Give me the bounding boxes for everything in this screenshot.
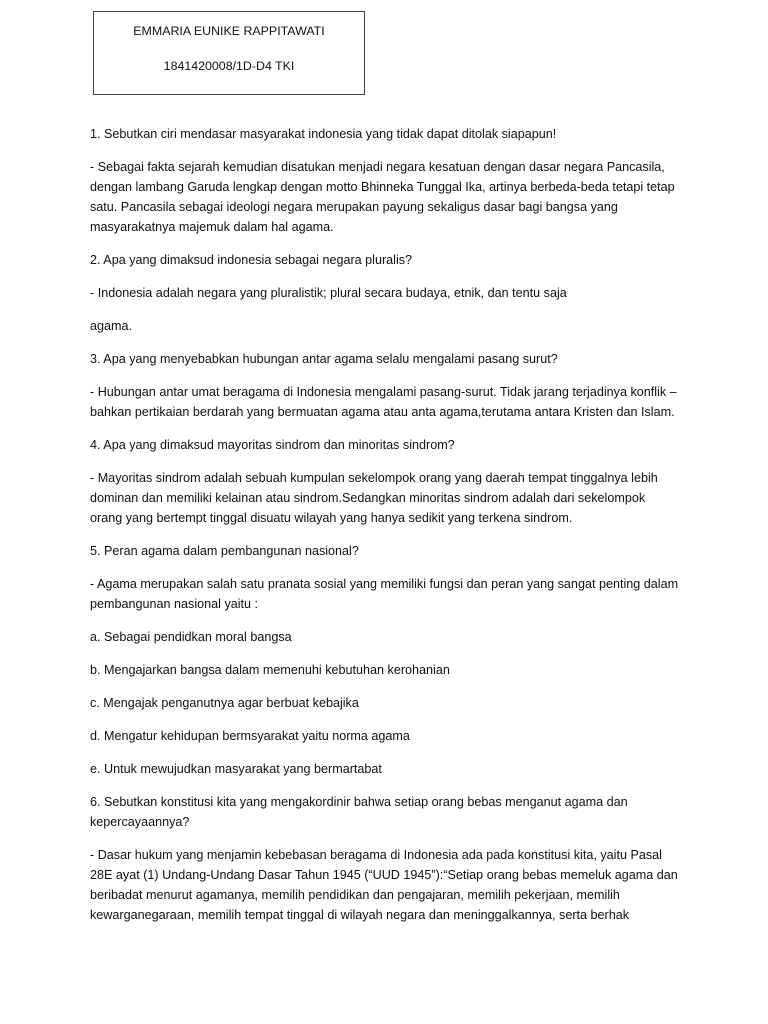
question-3: 3. Apa yang menyebabkan hubungan antar agama selalu mengalami pasang surut? (90, 352, 558, 366)
question-6: 6. Sebutkan konstitusi kita yang mengakordinir bahwa setiap orang bebas menganut agama dan kepercayaannya? (90, 795, 628, 829)
question-2: 2. Apa yang dimaksud indonesia sebagai negara pluralis? (90, 253, 413, 267)
answer-3: - Hubungan antar umat beragama di Indonesia mengalami pasang-surut. Tidak jarang terjadinya konflik – bahkan pertikaian berdarah yang bermuatan agama atau anta agama,terutama antara Kristen dan Islam. (90, 385, 677, 419)
answer-5-item-c: c. Mengajak penganutnya agar berbuat kebajika (90, 696, 359, 710)
answer-2-line-1: - Indonesia adalah negara yang pluralistik; plural secara budaya, etnik, dan tentu saja (90, 286, 567, 300)
answer-5-intro: - Agama merupakan salah satu pranata sosial yang memiliki fungsi dan peran yang sangat penting dalam pembangunan nasional yaitu : (90, 577, 679, 611)
student-id-class: 1841420008/1D-D4 TKI (163, 59, 295, 73)
question-5: 5. Peran agama dalam pembangunan nasional? (90, 544, 359, 558)
answer-5-item-e: e. Untuk mewujudkan masyarakat yang bermartabat (90, 762, 382, 776)
answer-5-item-d: d. Mengatur kehidupan bermsyarakat yaitu norma agama (90, 729, 410, 743)
author-box (93, 11, 365, 95)
document-body (90, 124, 680, 938)
answer-2-line-2: agama. (90, 319, 133, 333)
answer-5-item-b: b. Mengajarkan bangsa dalam memenuhi kebutuhan kerohanian (90, 663, 450, 677)
question-4: 4. Apa yang dimaksud mayoritas sindrom dan minoritas sindrom? (90, 438, 455, 452)
author-name: EMMARIA EUNIKE RAPPITAWATI (133, 24, 325, 38)
question-1: 1. Sebutkan ciri mendasar masyarakat indonesia yang tidak dapat ditolak siapapun! (90, 127, 557, 141)
answer-6: - Dasar hukum yang menjamin kebebasan beragama di Indonesia ada pada konstitusi kita, yaitu Pasal 28E ayat (1) Undang-Undang Dasar Tahun 1945 (“UUD 1945”):“Setiap orang bebas memeluk agama dan beribadat menurut agamanya, memilih pendidikan dan pengajaran, memilih pekerjaan, memilih kewarganegaraan, memilih tempat tinggal di wilayah negara dan meninggalkannya, serta berhak (90, 848, 678, 922)
answer-5-item-a: a. Sebagai pendidkan moral bangsa (90, 630, 292, 644)
answer-4: - Mayoritas sindrom adalah sebuah kumpulan sekelompok orang yang daerah tempat tinggalnya lebih dominan dan memiliki kelainan atau sindrom.Sedangkan minoritas sindrom adalah dari sekelompok orang yang bertempt tinggal disuatu wilayah yang hanya sedikit yang terkena sindrom. (90, 471, 658, 525)
answer-1: - Sebagai fakta sejarah kemudian disatukan menjadi negara kesatuan dengan dasar negara Pancasila, dengan lambang Garuda lengkap dengan motto Bhinneka Tunggal Ika, artinya berbeda-beda tetapi tetap satu. Pancasila sebagai ideologi negara merupakan payung sekaligus dasar bagi bangsa yang masyarakatnya majemuk dalam hal agama. (90, 160, 675, 234)
